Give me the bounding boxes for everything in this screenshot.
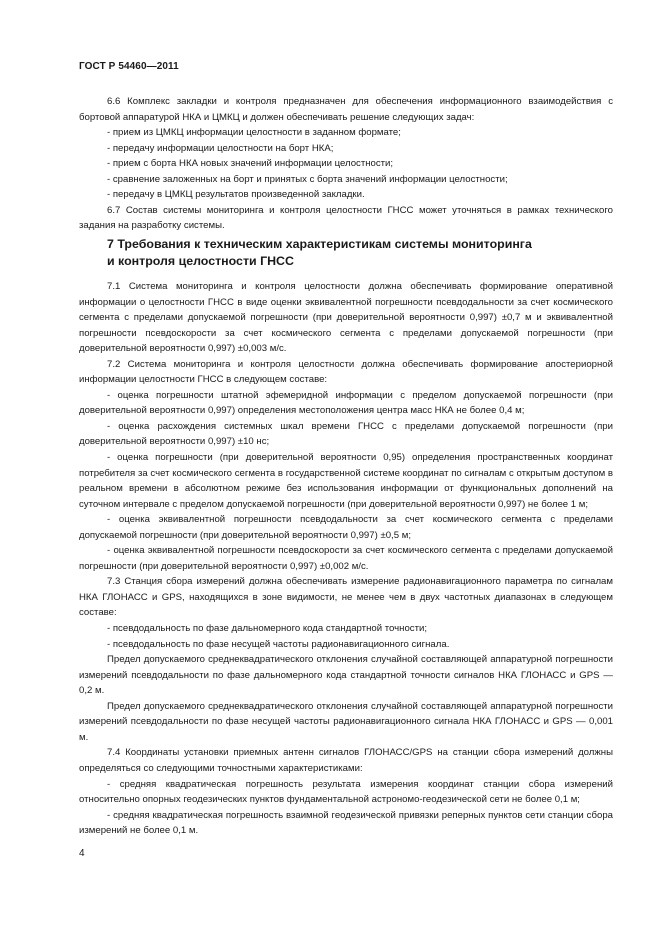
- section-7-heading: [107, 236, 607, 270]
- list-item: - оценка эквивалентной погрешности псевдоскорости за счет космического сегмента с пределами допускаемой погрешности (при доверительной вероятности 0,997) ±0,002 м/с.: [79, 545, 613, 572]
- section-7-heading-line2: и контроля целостности ГНСС: [107, 254, 294, 268]
- paragraph-7-3-b: Предел допускаемого среднеквадратического отклонения случайной составляющей аппаратурной погрешности измерений псевдодальности по фазе несущей частоты радионавигационного сигнала НКА ГЛОНАСС и GPS — 0,001 м.: [79, 700, 613, 743]
- list-item: - оценка расхождения системных шкал времени ГНСС с пределами допускаемой погрешности (при доверительной вероятности 0,997) ±10 нс;: [79, 420, 613, 448]
- section-7-heading-line1: 7 Требования к техническим характеристикам системы мониторинга: [107, 237, 532, 251]
- page-number: 4: [79, 848, 85, 859]
- paragraph-7-4: 7.4 Координаты установки приемных антенн сигналов ГЛОНАСС/GPS на станции сбора измерений должны определяться со следующими точностными характеристиками:: [79, 747, 613, 774]
- list-item: - средняя квадратическая погрешность результата измерения координат станции сбора измерений относительно опорных геодезических пунктов фундаментальной астрономо-геодезической сети не более 0,1 м;: [79, 778, 613, 806]
- list-item: - прием из ЦМКЦ информации целостности в заданном формате;: [107, 127, 401, 139]
- list-item: - передачу в ЦМКЦ результатов произведенной закладки.: [107, 189, 365, 201]
- paragraph-7-1: 7.1 Система мониторинга и контроля целостности должна обеспечивать формирование оперативной информации о целостности ГНСС в виде оценки эквивалентной погрешности псевдодальности за счет космического сегмента с пределами допускаемой погрешности (при доверительной вероятности 0,997) ±0,7 м и эквивалентной погрешности псевдоскорости за счет космического сегмента с пределами допускаемой погрешности (при доверительной вероятности 0,997) ±0,003 м/с.: [79, 281, 613, 355]
- section-6-end: [79, 94, 613, 234]
- list-item: - сравнение заложенных на борт и принятых с борта значений информации целостности;: [107, 173, 508, 185]
- list-item: - передачу информации целостности на борт НКА;: [107, 142, 334, 154]
- list-item: - оценка эквивалентной погрешности псевдодальности за счет космического сегмента с пределами допускаемой погрешности (при доверительной вероятности 0,997) ±0,5 м;: [79, 514, 613, 541]
- list-item: - средняя квадратическая погрешность взаимной геодезической привязки реперных пунктов сети станции сбора измерений не более 0,1 м.: [79, 809, 613, 837]
- paragraph-6-7: 6.7 Состав системы мониторинга и контроля целостности ГНСС может уточняться в рамках технического задания на разработку системы.: [79, 204, 613, 232]
- paragraph-7-2: 7.2 Система мониторинга и контроля целостности должна обеспечивать формирование апостериорной информации целостности ГНСС в следующем составе:: [79, 358, 613, 386]
- list-item: - псевдодальность по фазе дальномерного кода стандартной точности;: [107, 623, 427, 635]
- paragraph-6-6: 6.6 Комплекс закладки и контроля предназначен для обеспечения информационного взаимодействия с бортовой аппаратурой НКА и ЦМКЦ и должен обеспечивать решение следующих задач:: [79, 96, 613, 123]
- document-header: ГОСТ Р 54460—2011: [79, 61, 179, 72]
- paragraph-7-3-a: Предел допускаемого среднеквадратического отклонения случайной составляющей аппаратурной погрешности измерений псевдодальности по фазе дальномерного кода стандартной точности сигналов НКА ГЛОНАСС и GPS — 0,2 м.: [79, 654, 613, 697]
- list-item: - прием с борта НКА новых значений информации целостности;: [107, 158, 394, 170]
- section-7-body: [79, 279, 613, 839]
- list-item: - оценка погрешности штатной эфемеридной информации с пределом допускаемой погрешности (при доверительной вероятности 0,997) определения местоположения центра масс НКА не более 0,4 м;: [79, 389, 613, 417]
- list-item: - псевдодальность по фазе несущей частоты радионавигационного сигнала.: [107, 638, 450, 650]
- paragraph-7-3: 7.3 Станция сбора измерений должна обеспечивать измерение радионавигационного параметра по сигналам НКА ГЛОНАСС и GPS, находящихся в зоне видимости, не менее чем в двух частотных диапазонах в следующем составе:: [79, 576, 613, 619]
- list-item: - оценка погрешности (при доверительной вероятности 0,95) определения пространственных координат потребителя за счет космического сегмента в государственной системе координат по сигналам с открытым доступом в реальном времени в абсолютном режиме без использования информации от функциональных дополнений на суточном интервале с пределом допускаемой погрешности (при доверительной вероятности 0,997) не более 1 м;: [79, 452, 613, 510]
